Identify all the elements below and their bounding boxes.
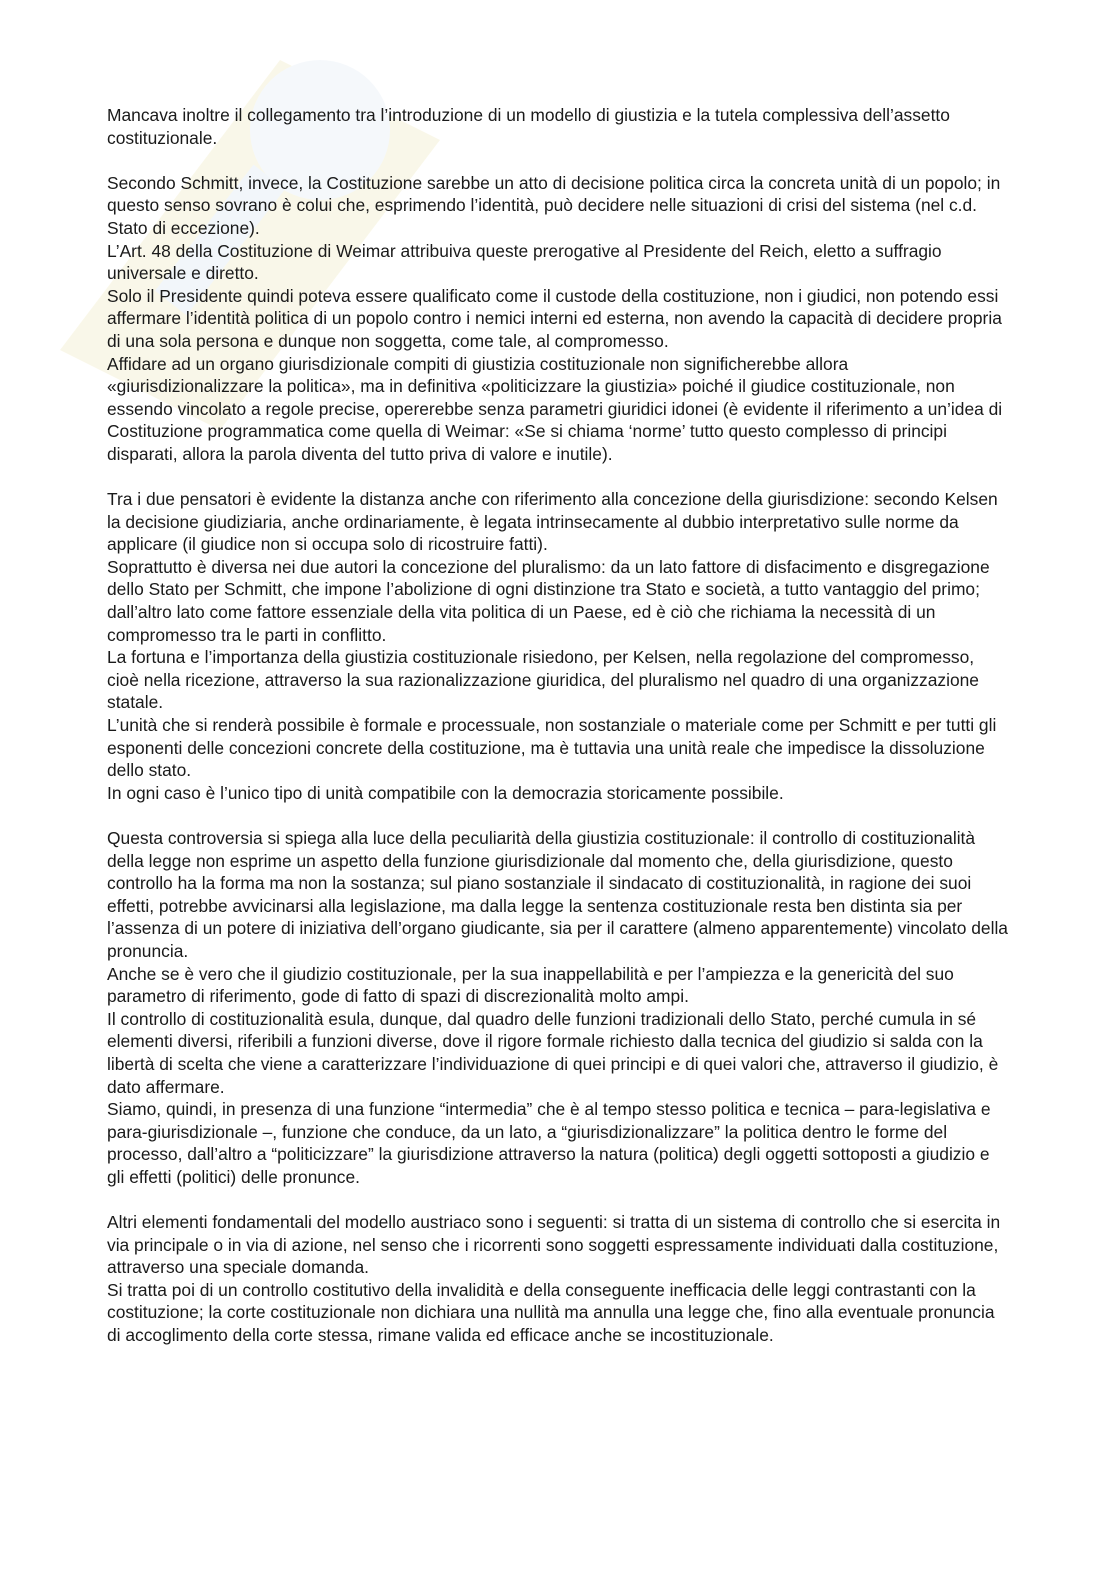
paragraph: In ogni caso è l’unico tipo di unità compatibile con la democrazia storicamente possibile. xyxy=(107,782,784,803)
document-page xyxy=(107,104,1009,1347)
paragraph: Altri elementi fondamentali del modello austriaco sono i seguenti: si tratta di un sistema di controllo che si esercita in via principale o in via di azione, nel senso che i ricorrenti sono soggetti espressamente individuati dalla costituzione, attraverso una speciale domanda. xyxy=(107,1212,1001,1278)
paragraph: Mancava inoltre il collegamento tra l’introduzione di un modello di giustizia e la tutela complessiva dell’assetto costituzionale. xyxy=(107,105,950,148)
paragraph: Solo il Presidente quindi poteva essere qualificato come il custode della costituzione, non i giudici, non potendo essi affermare l’identità politica di un popolo contro i nemici interni ed esterna, non avendo la capacità di decidere propria di una sola persona e dunque non soggetta, come tale, al compromesso. xyxy=(107,285,1002,351)
paragraph: Siamo, quindi, in presenza di una funzione “intermedia” che è al tempo stesso politica e tecnica – para-legislativa e para-giurisdizionale –, funzione che conduce, da un lato, a “giurisdizionalizzare” la politica dentro le forme del processo, dall’altro a “politicizzare” la giurisdizione attraverso la natura (politica) degli oggetti sottoposti a giudizio e gli effetti (politici) delle pronunce. xyxy=(107,1099,991,1187)
paragraph: Anche se è vero che il giudizio costituzionale, per la sua inappellabilità e per l’ampiezza e la genericità del suo parametro di riferimento, gode di fatto di spazi di discrezionalità molto ampi. xyxy=(107,963,954,1007)
paragraph: Si tratta poi di un controllo costitutivo della invalidità e della conseguente inefficacia delle leggi contrastanti con la costituzione; la corte costituzionale non dichiara una nullità ma annulla una legge che, fino alla eventuale pronuncia di accoglimento della corte stessa, rimane valida ed efficace anche se incostituzionale. xyxy=(107,1279,995,1346)
paragraph: Soprattutto è diversa nei due autori la concezione del pluralismo: da un lato fattore di disfacimento e disgregazione dello Stato per Schmitt, che impone l’abolizione di ogni distinzione tra Stato e società, a tutto vantaggio del primo; dall’altro lato come fattore essenziale della vita politica di un Paese, ed è ciò che richiama la necessità di un compromesso tra le parti in conflitto. xyxy=(107,556,990,645)
paragraph: L’Art. 48 della Costituzione di Weimar attribuiva queste prerogative al Presidente del Reich, eletto a suffragio universale e diretto. xyxy=(107,240,942,284)
paragraph: Questa controversia si spiega alla luce della peculiarità della giustizia costituzionale: il controllo di costituzionalità della legge non esprime un aspetto della funzione giurisdizionale dal momento che, della giurisdizione, questo controllo ha la forma ma non la sostanza; sul piano sostanziale il sindacato di costituzionalità, in ragione dei suoi effetti, potrebbe avvicinarsi alla legislazione, ma dalla legge la sentenza costituzionale resta ben distinta sia per l’assenza di un potere di iniziativa dell’organo giudicante, sia per il carattere (almeno apparentemente) vincolato della pronuncia. xyxy=(107,828,1008,961)
paragraph: Il controllo di costituzionalità esula, dunque, dal quadro delle funzioni tradizionali dello Stato, perché cumula in sé elementi diversi, riferibili a funzioni diverse, dove il rigore formale richiesto dalla tecnica del giudizio si salda con la libertà di scelta che viene a caratterizzare l’individuazione di quei principi e di quei valori che, attraverso il giudizio, è dato affermare. xyxy=(107,1008,999,1097)
paragraph: Secondo Schmitt, invece, la Costituzione sarebbe un atto di decisione politica circa la concreta unità di un popolo; in questo senso sovrano è colui che, esprimendo l’identità, può decidere nelle situazioni di crisi del sistema (nel c.d. Stato di eccezione). xyxy=(107,172,1001,238)
paragraph-spacer xyxy=(107,149,1009,172)
paragraph: Affidare ad un organo giurisdizionale compiti di giustizia costituzionale non significherebbe allora «giurisdizionalizzare la politica», ma in definitiva «politicizzare la giustizia» poiché il giudice costituzionale, non essendo vincolato a regole precise, opererebbe senza parametri giuridici idonei (è evidente il riferimento a un’idea di Costituzione programmatica come quella di Weimar: «Se si chiama ‘norme’ tutto questo complesso di principi disparati, allora la parola diventa del tutto priva di valore e inutile). xyxy=(107,353,1003,464)
paragraph: L’unità che si renderà possibile è formale e processuale, non sostanziale o materiale come per Schmitt e per tutti gli esponenti delle concezioni concrete della costituzione, ma è tuttavia una unità reale che impedisce la dissoluzione dello stato. xyxy=(107,715,997,781)
paragraph: La fortuna e l’importanza della giustizia costituzionale risiedono, per Kelsen, nella regolazione del compromesso, cioè nella ricezione, attraverso la sua razionalizzazione giuridica, del pluralismo nel quadro di una organizzazione statale. xyxy=(107,647,979,713)
paragraph: Tra i due pensatori è evidente la distanza anche con riferimento alla concezione della giurisdizione: secondo Kelsen la decisione giudiziaria, anche ordinariamente, è legata intrinsecamente al dubbio interpretativo sulle norme da applicare (il giudice non si occupa solo di ricostruire fatti). xyxy=(107,489,998,555)
paragraph-spacer xyxy=(107,804,1009,827)
paragraph-spacer xyxy=(107,466,1009,489)
paragraph-spacer xyxy=(107,1189,1009,1212)
